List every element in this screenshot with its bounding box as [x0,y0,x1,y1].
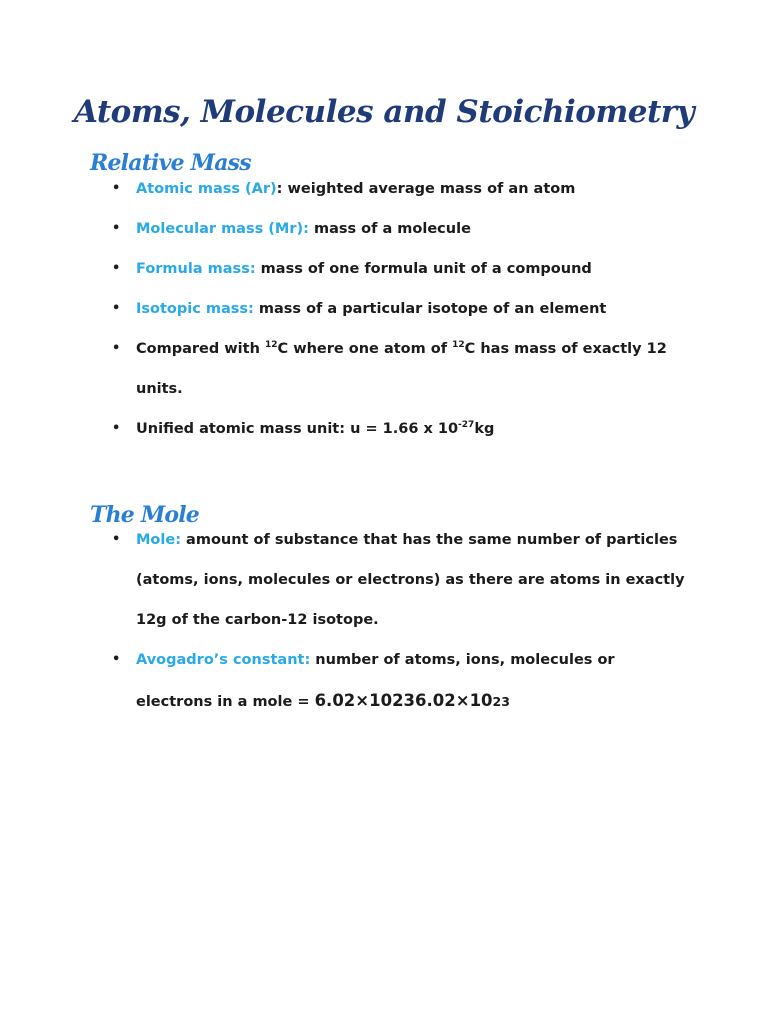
list-item-isotopic-mass: • Isotopic mass: mass of a particular isotope of an element [112,289,712,329]
relative-mass-list [112,169,712,449]
list-item-atomic-mass: • Atomic mass (Ar): weighted average mass of an atom [112,169,712,209]
section-heading-the-mole: The Mole [90,502,200,528]
list-item-avogadro-constant: • Avogadro’s constant: number of atoms, ions, molecules or electrons in a mole = 6.02×10236.02×1023 [112,640,712,724]
avogadro-value: 6.02×10236.02×10 [314,691,493,710]
list-item-molecular-mass: • Molecular mass (Mr): mass of a molecule [112,209,712,249]
term-mole: Mole: [136,532,181,548]
list-item-unified-atomic-mass-unit: • Unified atomic mass unit: u = 1.66 x $10^{-27}kg$ [112,409,712,449]
term-formula-mass: Formula mass: [136,261,256,277]
list-item-carbon-12-reference: • Compared with $^{12}$C where one atom of $^{12}$C has mass of exactly 12 units. [112,329,712,409]
list-item-formula-mass: • Formula mass: mass of one formula unit of a compound [112,249,712,289]
term-isotopic-mass: Isotopic mass: [136,301,254,317]
term-molecular-mass: Molecular mass (Mr): [136,221,309,237]
the-mole-list [112,520,712,724]
term-atomic-mass: Atomic mass (Ar) [136,181,277,197]
list-item-mole-definition: • Mole: amount of substance that has the same number of particles (atoms, ions, molecules or electrons) as there are atoms in exactly 12g of the carbon-12 isotope. [112,520,712,640]
page-title: Atoms, Molecules and Stoichiometry [73,94,695,130]
section-heading-relative-mass: Relative Mass [90,150,251,176]
term-avogadro-constant: Avogadro’s constant: [136,652,311,668]
